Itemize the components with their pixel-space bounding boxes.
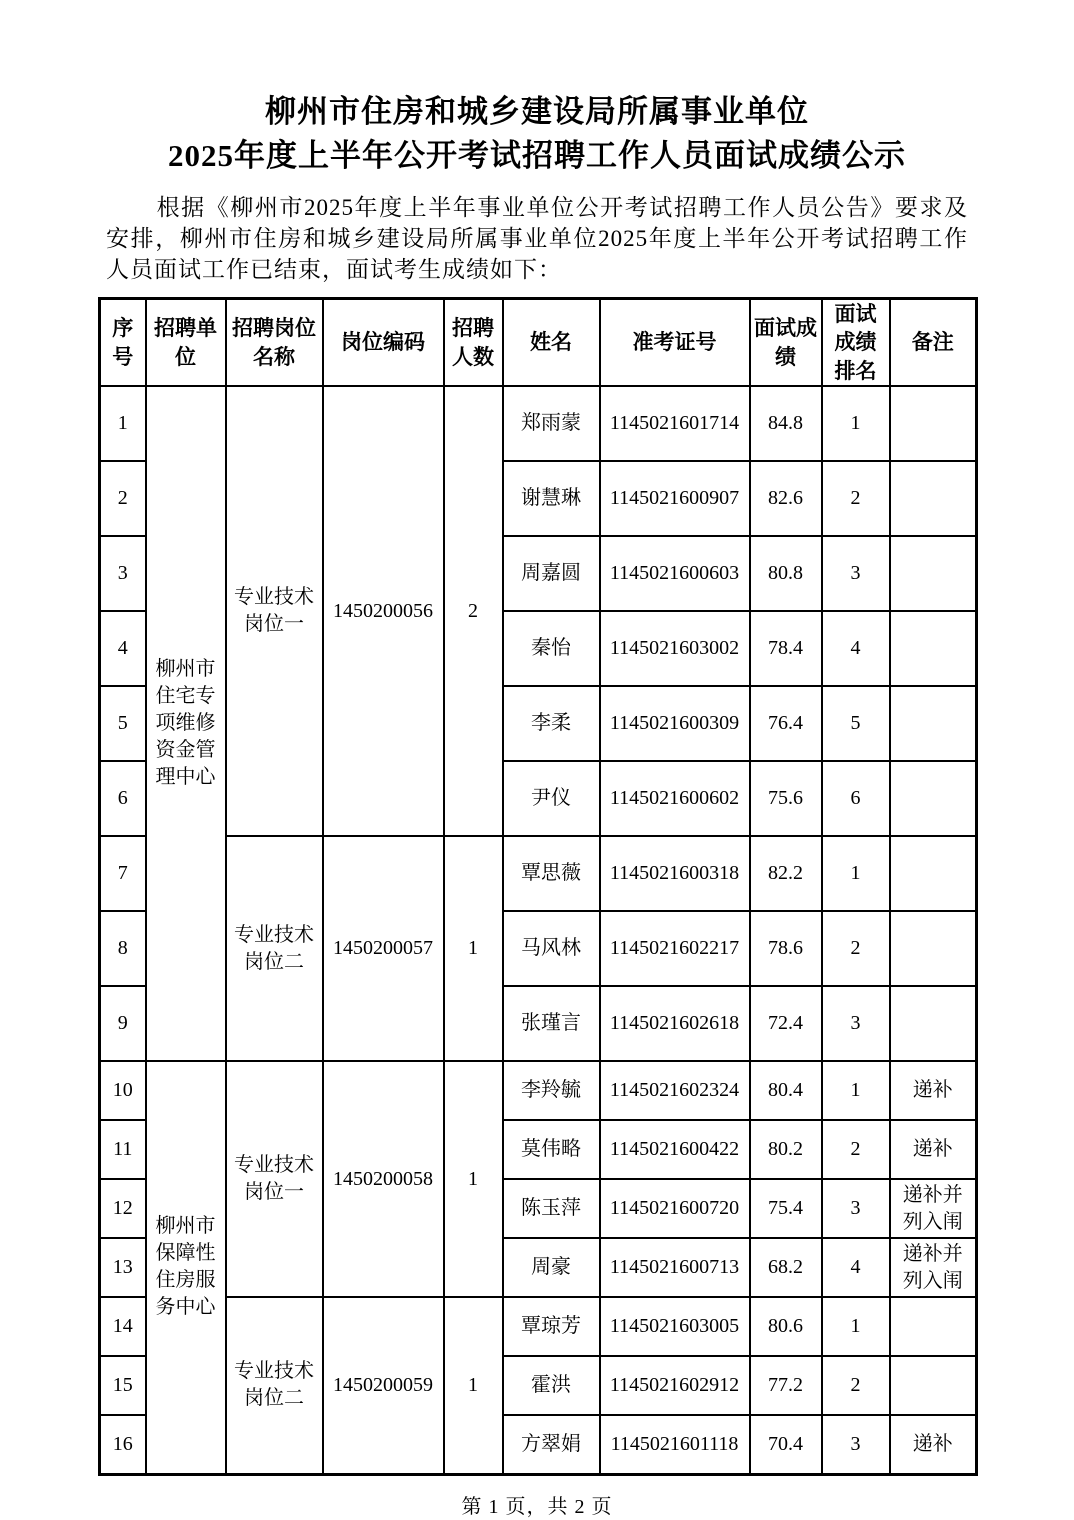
name-cell: 张瑾言 <box>503 986 600 1061</box>
post-code-cell: 1450200059 <box>323 1297 444 1474</box>
score-cell: 70.4 <box>750 1415 822 1474</box>
name-cell: 覃琼芳 <box>503 1297 600 1356</box>
score-cell: 80.4 <box>750 1061 822 1120</box>
row-number-cell: 12 <box>100 1179 146 1238</box>
ticket-number-cell: 1145021600422 <box>600 1120 750 1179</box>
table-header <box>100 299 977 387</box>
row-number-cell: 6 <box>100 761 146 836</box>
headcount-cell: 1 <box>444 1297 503 1474</box>
name-cell: 周豪 <box>503 1238 600 1297</box>
score-cell: 78.4 <box>750 611 822 686</box>
name-cell: 覃思薇 <box>503 836 600 911</box>
remarks-cell <box>890 1297 977 1356</box>
remarks-cell: 递补并列入闱 <box>890 1179 977 1238</box>
table-row <box>100 1061 977 1120</box>
ticket-number-cell: 1145021601118 <box>600 1415 750 1474</box>
score-cell: 75.4 <box>750 1179 822 1238</box>
post-name-cell: 专业技术岗位二 <box>226 836 323 1061</box>
remarks-cell: 递补 <box>890 1061 977 1120</box>
rank-cell: 2 <box>822 1120 890 1179</box>
row-number-cell: 5 <box>100 686 146 761</box>
name-cell: 谢慧琳 <box>503 461 600 536</box>
post-code-cell: 1450200058 <box>323 1061 444 1297</box>
ticket-number-cell: 1145021600720 <box>600 1179 750 1238</box>
header-name: 姓名 <box>503 299 600 387</box>
name-cell: 李羚毓 <box>503 1061 600 1120</box>
ticket-number-cell: 1145021600713 <box>600 1238 750 1297</box>
page-footer: 第 1 页，共 2 页 <box>461 1495 613 1518</box>
score-cell: 75.6 <box>750 761 822 836</box>
ticket-number-cell: 1145021603005 <box>600 1297 750 1356</box>
header-row-number: 序号 <box>100 299 146 387</box>
remarks-cell <box>890 461 977 536</box>
name-cell: 郑雨蒙 <box>503 386 600 461</box>
score-cell: 76.4 <box>750 686 822 761</box>
table-row <box>100 836 977 911</box>
remarks-cell <box>890 911 977 986</box>
ticket-number-cell: 1145021602324 <box>600 1061 750 1120</box>
rank-cell: 6 <box>822 761 890 836</box>
row-number-cell: 13 <box>100 1238 146 1297</box>
ticket-number-cell: 1145021600602 <box>600 761 750 836</box>
row-number-cell: 7 <box>100 836 146 911</box>
remarks-cell <box>890 686 977 761</box>
post-name-cell: 专业技术岗位二 <box>226 1297 323 1474</box>
row-number-cell: 8 <box>100 911 146 986</box>
header-ticket-number: 准考证号 <box>600 299 750 387</box>
remarks-cell <box>890 836 977 911</box>
score-cell: 78.6 <box>750 911 822 986</box>
header-headcount: 招聘人数 <box>444 299 503 387</box>
document-title-line2: 2025年度上半年公开考试招聘工作人员面试成绩公示 <box>168 138 906 174</box>
name-cell: 尹仪 <box>503 761 600 836</box>
row-number-cell: 14 <box>100 1297 146 1356</box>
score-cell: 80.2 <box>750 1120 822 1179</box>
name-cell: 陈玉萍 <box>503 1179 600 1238</box>
interview-results-table <box>98 297 978 1476</box>
rank-cell: 1 <box>822 1297 890 1356</box>
header-post-name: 招聘岗位名称 <box>226 299 323 387</box>
rank-cell: 3 <box>822 536 890 611</box>
rank-cell: 4 <box>822 611 890 686</box>
rank-cell: 3 <box>822 1415 890 1474</box>
ticket-number-cell: 1145021603002 <box>600 611 750 686</box>
name-cell: 莫伟略 <box>503 1120 600 1179</box>
unit-cell: 柳州市保障性住房服务中心 <box>146 1061 226 1474</box>
row-number-cell: 11 <box>100 1120 146 1179</box>
row-number-cell: 3 <box>100 536 146 611</box>
header-score-rank: 面试成绩排名 <box>822 299 890 387</box>
remarks-cell <box>890 536 977 611</box>
table-row <box>100 1297 977 1356</box>
rank-cell: 1 <box>822 1061 890 1120</box>
row-number-cell: 9 <box>100 986 146 1061</box>
header-remarks: 备注 <box>890 299 977 387</box>
score-cell: 84.8 <box>750 386 822 461</box>
row-number-cell: 4 <box>100 611 146 686</box>
remarks-cell <box>890 761 977 836</box>
ticket-number-cell: 1145021602912 <box>600 1356 750 1415</box>
remarks-cell: 递补并列入闱 <box>890 1238 977 1297</box>
intro-paragraph: 根据《柳州市2025年度上半年事业单位公开考试招聘工作人员公告》要求及安排，柳州市住房和城乡建设局所属事业单位2025年度上半年公开考试招聘工作人员面试工作已结束，面试考生成绩如下： <box>106 195 968 283</box>
unit-cell: 柳州市住宅专项维修资金管理中心 <box>146 386 226 1061</box>
rank-cell: 3 <box>822 1179 890 1238</box>
remarks-cell: 递补 <box>890 1120 977 1179</box>
row-number-cell: 1 <box>100 386 146 461</box>
rank-cell: 2 <box>822 911 890 986</box>
name-cell: 霍洪 <box>503 1356 600 1415</box>
ticket-number-cell: 1145021601714 <box>600 386 750 461</box>
rank-cell: 3 <box>822 986 890 1061</box>
name-cell: 马风林 <box>503 911 600 986</box>
score-cell: 82.6 <box>750 461 822 536</box>
document-title <box>0 90 1074 178</box>
name-cell: 方翠娟 <box>503 1415 600 1474</box>
remarks-cell <box>890 986 977 1061</box>
results-table-body <box>100 386 977 1474</box>
remarks-cell <box>890 386 977 461</box>
table-row <box>100 386 977 461</box>
name-cell: 秦怡 <box>503 611 600 686</box>
header-post-code: 岗位编码 <box>323 299 444 387</box>
header-interview-score: 面试成绩 <box>750 299 822 387</box>
ticket-number-cell: 1145021600309 <box>600 686 750 761</box>
ticket-number-cell: 1145021600318 <box>600 836 750 911</box>
post-code-cell: 1450200056 <box>323 386 444 836</box>
row-number-cell: 10 <box>100 1061 146 1120</box>
score-cell: 80.6 <box>750 1297 822 1356</box>
post-code-cell: 1450200057 <box>323 836 444 1061</box>
rank-cell: 4 <box>822 1238 890 1297</box>
headcount-cell: 1 <box>444 1061 503 1297</box>
name-cell: 李柔 <box>503 686 600 761</box>
score-cell: 72.4 <box>750 986 822 1061</box>
header-unit: 招聘单位 <box>146 299 226 387</box>
rank-cell: 2 <box>822 461 890 536</box>
row-number-cell: 2 <box>100 461 146 536</box>
ticket-number-cell: 1145021600603 <box>600 536 750 611</box>
name-cell: 周嘉圆 <box>503 536 600 611</box>
ticket-number-cell: 1145021602618 <box>600 986 750 1061</box>
row-number-cell: 16 <box>100 1415 146 1474</box>
rank-cell: 5 <box>822 686 890 761</box>
rank-cell: 1 <box>822 836 890 911</box>
rank-cell: 1 <box>822 386 890 461</box>
headcount-cell: 1 <box>444 836 503 1061</box>
ticket-number-cell: 1145021600907 <box>600 461 750 536</box>
document-title-line1: 柳州市住房和城乡建设局所属事业单位 <box>265 94 809 129</box>
rank-cell: 2 <box>822 1356 890 1415</box>
remarks-cell: 递补 <box>890 1415 977 1474</box>
score-cell: 80.8 <box>750 536 822 611</box>
score-cell: 68.2 <box>750 1238 822 1297</box>
remarks-cell <box>890 1356 977 1415</box>
table-header-row <box>100 299 977 387</box>
post-name-cell: 专业技术岗位一 <box>226 386 323 836</box>
post-name-cell: 专业技术岗位一 <box>226 1061 323 1297</box>
score-cell: 82.2 <box>750 836 822 911</box>
score-cell: 77.2 <box>750 1356 822 1415</box>
ticket-number-cell: 1145021602217 <box>600 911 750 986</box>
row-number-cell: 15 <box>100 1356 146 1415</box>
headcount-cell: 2 <box>444 386 503 836</box>
remarks-cell <box>890 611 977 686</box>
